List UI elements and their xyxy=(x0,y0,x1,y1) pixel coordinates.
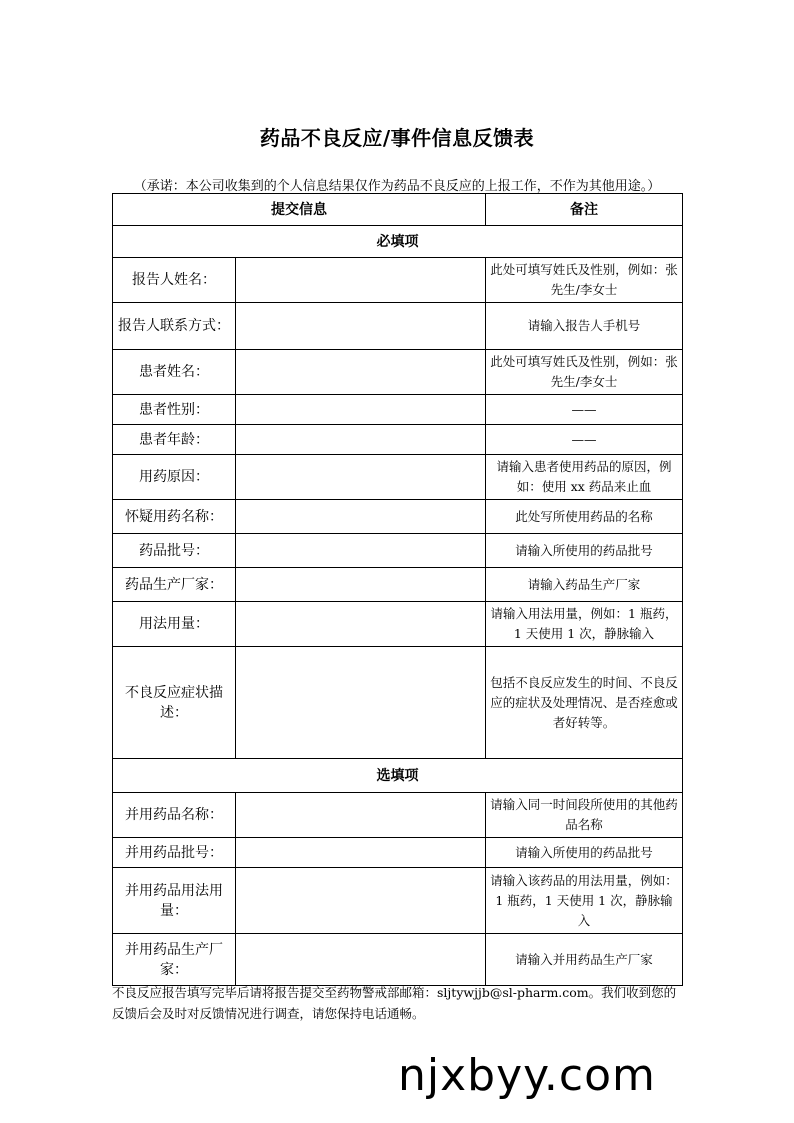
patient-age-input[interactable] xyxy=(236,425,486,455)
field-label: 并用药品名称： xyxy=(113,793,236,838)
section-row-optional xyxy=(113,759,683,793)
field-remark: 请输入所使用的药品批号 xyxy=(486,838,683,868)
table-row xyxy=(113,934,683,986)
field-remark: 请输入患者使用药品的原因，例如：使用 xx 药品来止血 xyxy=(486,455,683,500)
field-label: 患者年龄： xyxy=(113,425,236,455)
field-label: 并用药品用法用量： xyxy=(113,868,236,934)
table-row xyxy=(113,425,683,455)
field-label: 患者姓名： xyxy=(113,350,236,395)
privacy-note: （承诺：本公司收集到的个人信息结果仅作为药品不良反应的上报工作，不作为其他用途。） xyxy=(133,179,661,194)
field-remark: —— xyxy=(486,425,683,455)
table-row xyxy=(113,350,683,395)
table-row xyxy=(113,303,683,350)
field-remark: 请输入所使用的药品批号 xyxy=(486,534,683,568)
concomitant-dosage-input[interactable] xyxy=(236,868,486,934)
table-header-row xyxy=(113,194,683,226)
patient-gender-input[interactable] xyxy=(236,395,486,425)
field-remark: 此处可填写姓氏及性别，例如：张先生/李女士 xyxy=(486,258,683,303)
form-title: 药品不良反应/事件信息反馈表 xyxy=(259,126,535,150)
dosage-input[interactable] xyxy=(236,602,486,647)
field-label: 报告人姓名： xyxy=(113,258,236,303)
submission-instructions: 不良反应报告填写完毕后请将报告提交至药物警戒部邮箱：sljtywjjb@sl-pharm.com。我们收到您的反馈后会及时对反馈情况进行调查，请您保持电话通畅。 xyxy=(112,985,677,1021)
field-label: 不良反应症状描述： xyxy=(113,647,236,759)
watermark: njxbyy.com xyxy=(398,1050,656,1101)
field-remark: 此处可填写姓氏及性别，例如：张先生/李女士 xyxy=(486,350,683,395)
adverse-symptom-input[interactable] xyxy=(236,647,486,759)
section-required-label: 必填项 xyxy=(113,226,683,258)
field-label: 怀疑用药名称： xyxy=(113,500,236,534)
field-label: 用法用量： xyxy=(113,602,236,647)
table-row xyxy=(113,838,683,868)
field-remark: 请输入药品生产厂家 xyxy=(486,568,683,602)
field-label: 药品生产厂家： xyxy=(113,568,236,602)
table-row xyxy=(113,258,683,303)
drug-batch-input[interactable] xyxy=(236,534,486,568)
table-row xyxy=(113,568,683,602)
table-row xyxy=(113,395,683,425)
suspected-drug-name-input[interactable] xyxy=(236,500,486,534)
header-submit-info: 提交信息 xyxy=(113,194,486,226)
field-remark: 请输入该药品的用法用量，例如：1 瓶药，1 天使用 1 次，静脉输入 xyxy=(486,868,683,934)
field-label: 并用药品生产厂家： xyxy=(113,934,236,986)
field-label: 报告人联系方式： xyxy=(113,303,236,350)
field-remark: 请输入并用药品生产厂家 xyxy=(486,934,683,986)
section-row-required xyxy=(113,226,683,258)
reporter-contact-input[interactable] xyxy=(236,303,486,350)
header-remarks: 备注 xyxy=(486,194,683,226)
concomitant-drug-batch-input[interactable] xyxy=(236,838,486,868)
concomitant-manufacturer-input[interactable] xyxy=(236,934,486,986)
table-row xyxy=(113,534,683,568)
reporter-name-input[interactable] xyxy=(236,258,486,303)
field-remark: 此处写所使用药品的名称 xyxy=(486,500,683,534)
field-label: 并用药品批号： xyxy=(113,838,236,868)
table-row xyxy=(113,793,683,838)
section-optional-label: 选填项 xyxy=(113,759,683,793)
field-remark: 请输入同一时间段所使用的其他药品名称 xyxy=(486,793,683,838)
concomitant-drug-name-input[interactable] xyxy=(236,793,486,838)
field-label: 用药原因： xyxy=(113,455,236,500)
field-label: 患者性别： xyxy=(113,395,236,425)
field-label: 药品批号： xyxy=(113,534,236,568)
field-remark: 请输入用法用量，例如：1 瓶药，1 天使用 1 次，静脉输入 xyxy=(486,602,683,647)
medication-reason-input[interactable] xyxy=(236,455,486,500)
drug-manufacturer-input[interactable] xyxy=(236,568,486,602)
table-row xyxy=(113,647,683,759)
field-remark: 包括不良反应发生的时间、不良反应的症状及处理情况、是否痊愈或者好转等。 xyxy=(486,647,683,759)
field-remark: —— xyxy=(486,395,683,425)
table-row xyxy=(113,455,683,500)
table-row xyxy=(113,500,683,534)
field-remark: 请输入报告人手机号 xyxy=(486,303,683,350)
table-row xyxy=(113,868,683,934)
patient-name-input[interactable] xyxy=(236,350,486,395)
feedback-table xyxy=(112,193,683,986)
table-row xyxy=(113,602,683,647)
